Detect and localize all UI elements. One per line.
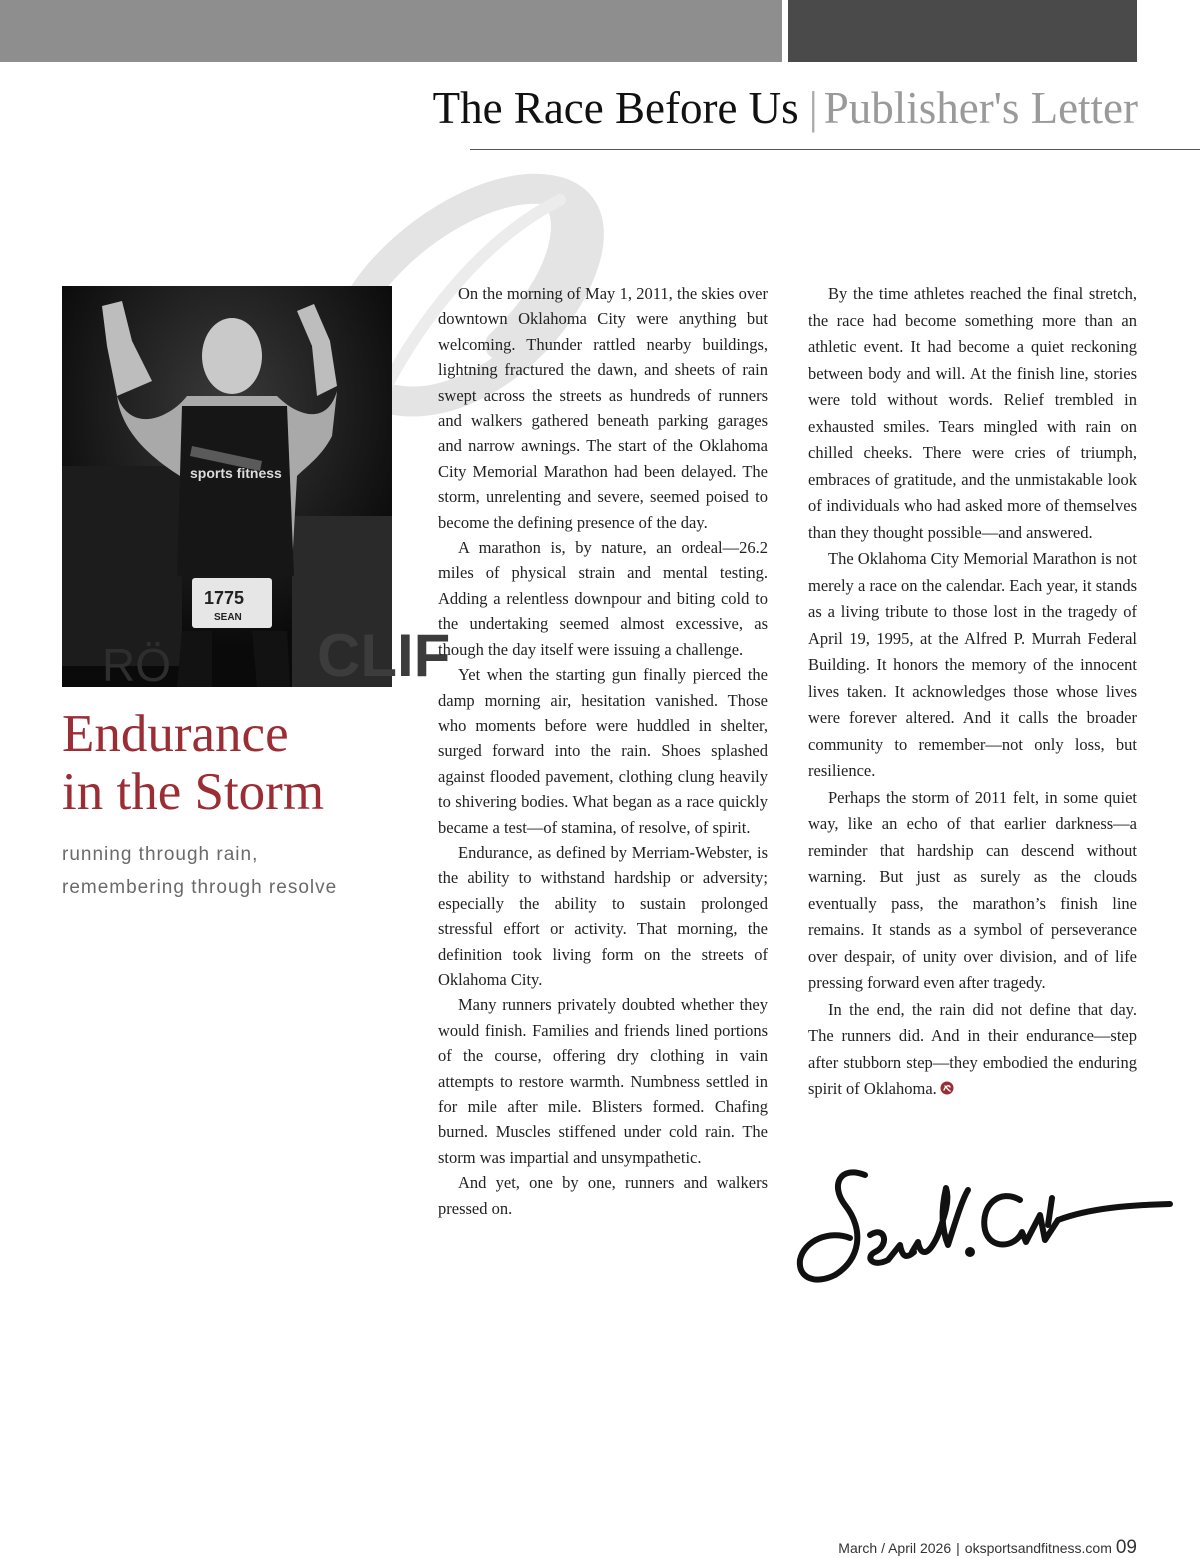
paragraph: The Oklahoma City Memorial Marathon is not merely a race on the calendar. Each year, it stands as a living tribute to those lost in the tragedy of April 19, 1995, at the Alfred P. Murrah Federal Building. It honors the memory of the innocent lives taken. It acknowledges those whose lives were forever altered. And it calls the broader community to remember—not only loss, but resilience. bbox=[808, 549, 1137, 780]
paragraph bbox=[808, 997, 1137, 1103]
paragraph: A marathon is, by nature, an ordeal—26.2 miles of physical strain and mental testing. Adding a relentless downpour and biting cold to the undertaking seemed almost excessive, as though the day itself were issuing a challenge. bbox=[438, 538, 768, 659]
article-column-2 bbox=[808, 281, 1137, 1103]
story-subtitle bbox=[62, 838, 402, 904]
closing-text: In the end, the rain did not define that day. The runners did. And in their endurance—step after stubborn step—they embodied the enduring spirit of Oklahoma. bbox=[808, 999, 1137, 1098]
svg-text:SEAN: SEAN bbox=[214, 612, 242, 623]
page-number: 09 bbox=[1115, 1537, 1137, 1558]
paragraph: On the morning of May 1, 2011, the skies over downtown Oklahoma City were anything but welcoming. Thunder rattled nearby buildings, lightning fractured the dawn, and sheets of rain swept across the streets as hundreds of runners and walkers gathered beneath parking garages and narrow awnings. The start of the Oklahoma City Memorial Marathon had been delayed. The storm, unrelenting and severe, seemed poised to become the defining presence of the day. bbox=[438, 284, 768, 532]
header-separator: | bbox=[808, 83, 818, 133]
website-url: oksportsandfitness.com bbox=[964, 1540, 1112, 1556]
header-bar-right bbox=[788, 0, 1137, 62]
athlete-photo-icon bbox=[62, 286, 451, 691]
article-column-1 bbox=[438, 281, 768, 1221]
paragraph: And yet, one by one, runners and walkers pressed on. bbox=[438, 1173, 768, 1218]
header-bar-left bbox=[0, 0, 782, 62]
svg-text:sports fitness: sports fitness bbox=[190, 465, 282, 481]
magazine-column-title: The Race Before Us bbox=[432, 83, 799, 133]
section-label: Publisher's Letter bbox=[823, 83, 1138, 133]
paragraph: By the time athletes reached the final stretch, the race had become something more than an athletic event. It had become a quiet reckoning between body and will. At the finish line, stories were told without words. Relief trembled in exhausted smiles. Tears mingled with rain on chilled cheeks. There were cries of triumph, embraces of gratitude, and the unmistakable look of individuals who had asked more of themselves than they thought possible—and answered. bbox=[808, 284, 1137, 542]
story-title-line-2: in the Storm bbox=[62, 763, 325, 821]
paragraph: Perhaps the storm of 2011 felt, in some quiet way, like an echo of that earlier darkness—a reminder that hardship can descend without warning. But just as surely as the clouds eventually pass, the marathon’s finish line remains. It stands as a symbol of perseverance over despair, of unity over division, and of life pressing forward even after tragedy. bbox=[808, 787, 1137, 992]
paragraph: Yet when the starting gun finally pierced the damp morning air, hesitation vanished. Those who moments before were huddled in shelter, surged forward into the rain. Shoes splashed against flooded pavement, clothing clung heavily to shivering bodies. What began as a race quickly became a test—of stamina, of resolve, of spirit. bbox=[438, 665, 768, 837]
handwritten-signature-icon bbox=[790, 1160, 1175, 1295]
page-header bbox=[433, 82, 1138, 134]
issue-date: March / April 2026 bbox=[838, 1540, 952, 1556]
subtitle-line-1: running through rain, bbox=[62, 844, 259, 865]
subtitle-line-2: remembering through resolve bbox=[62, 877, 338, 898]
sports-fitness-logo-icon bbox=[940, 1081, 954, 1095]
svg-text:RÖ: RÖ bbox=[102, 639, 171, 691]
paragraph: Endurance, as defined by Merriam-Webster, is the ability to withstand hardship or adversity; especially the ability to sustain prolonged stressful effort or activity. That morning, the definition took living form on the streets of Oklahoma City. bbox=[438, 842, 768, 989]
story-title-line-1: Endurance bbox=[62, 705, 289, 763]
svg-text:CLIF: CLIF bbox=[317, 622, 451, 689]
story-title bbox=[62, 705, 422, 821]
header-rule bbox=[470, 149, 1200, 150]
svg-text:1775: 1775 bbox=[204, 588, 245, 608]
footer-separator: | bbox=[956, 1540, 960, 1556]
page-footer bbox=[838, 1538, 1137, 1558]
paragraph: Many runners privately doubted whether they would finish. Families and friends lined portions of the course, offering dry clothing in vain attempts to restore warmth. Numbness settled in for mile after mile. Blisters formed. Chafing burned. Muscles stiffened under cold rain. The storm was impartial and unsympathetic. bbox=[438, 995, 768, 1167]
